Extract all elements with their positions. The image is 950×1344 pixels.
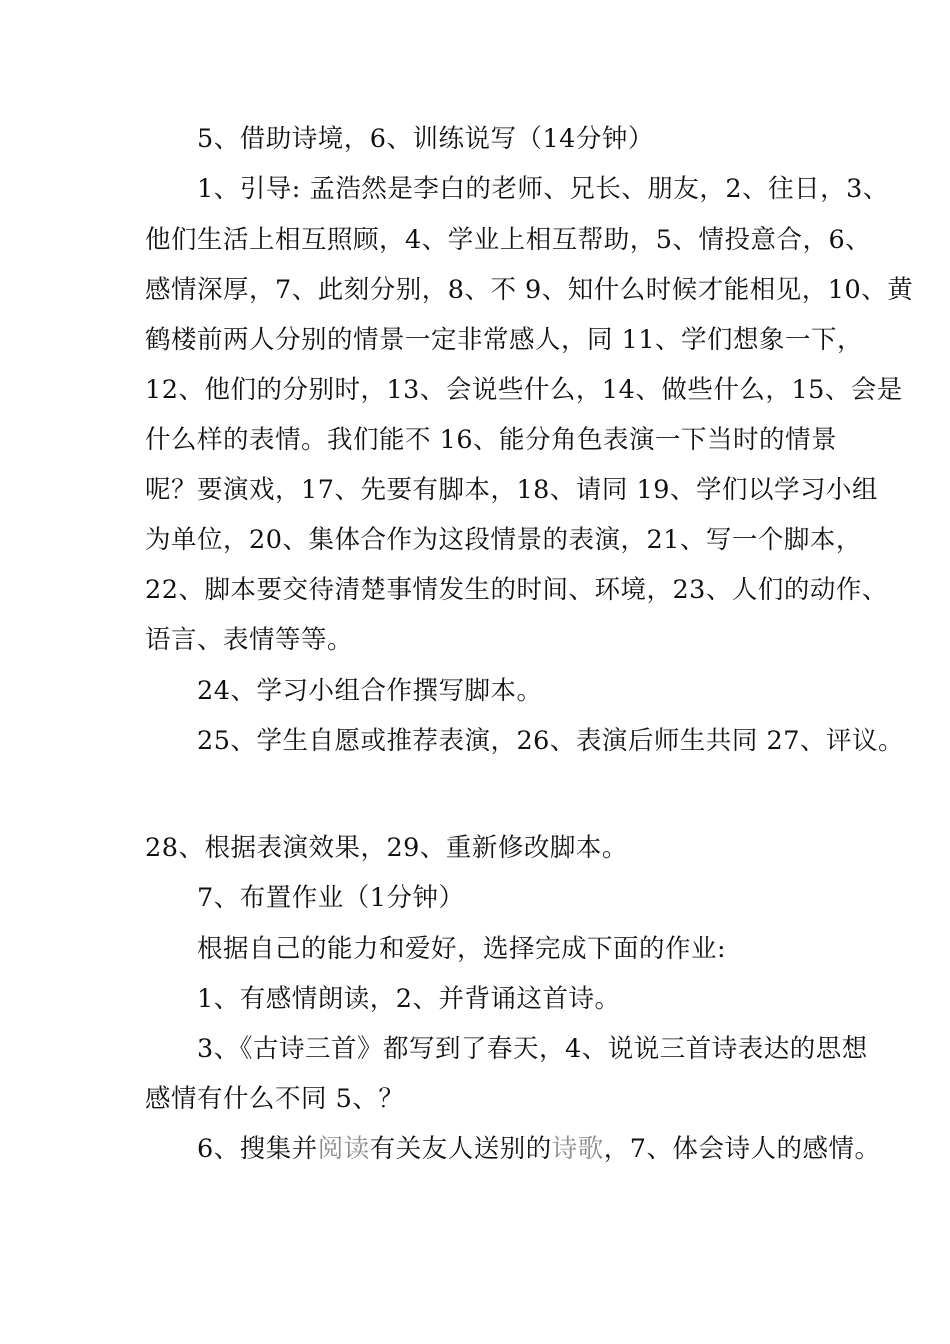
paragraph-line: 语言、表情等等。 [145,625,354,655]
link-text-poetry: 诗歌 [551,1134,604,1164]
paragraph-line: 为单位，20、集体合作为这段情景的表演，21、写一个脚本， [145,525,862,555]
paragraph-line: 感情有什么不同 5、？ [145,1084,405,1114]
paragraph-line: 什么样的表情。我们能不 16、能分角色表演一下当时的情景 [145,425,838,455]
homework-item: 3、《古诗三首》都写到了春天，4、说说三首诗表达的思想 [197,1034,868,1064]
paragraph-line: 24、学习小组合作撰写脚本。 [197,676,543,706]
paragraph-line: 12、他们的分别时，13、会说些什么，14、做些什么，15、会是 [145,375,903,405]
paragraph-line: 他们生活上相互照顾，4、学业上相互帮助，5、情投意合，6、 [145,225,872,255]
section-heading-7: 7、布置作业（1分钟） [197,883,465,913]
text-segment: 6、搜集并 [197,1134,318,1164]
paragraph-line: 1、引导: 孟浩然是李白的老师、兄长、朋友，2、往日，3、 [197,174,889,204]
section-heading-5: 5、借助诗境，6、训练说写（14分钟） [197,124,654,154]
text-segment: ，7、体会诗人的感情。 [603,1134,881,1164]
paragraph-line: 28、根据表演效果，29、重新修改脚本。 [145,833,628,863]
homework-item: 1、有感情朗读，2、并背诵这首诗。 [197,984,621,1014]
homework-item [197,1134,881,1164]
paragraph-line: 25、学生自愿或推荐表演，26、表演后师生共同 27、评议。 [197,726,904,756]
paragraph-line: 鹤楼前两人分别的情景一定非常感人，同 11、学们想象一下， [145,325,864,355]
paragraph-line: 呢？要演戏，17、先要有脚本，18、请同 19、学们以学习小组 [145,475,878,505]
paragraph-line: 22、脚本要交待清楚事情发生的时间、环境，23、人们的动作、 [145,575,888,605]
link-text-read: 阅读 [317,1134,370,1164]
text-segment: 有关友人送别的 [369,1134,552,1164]
paragraph-line: 感情深厚，7、此刻分别，8、不 9、知什么时候才能相见，10、黄 [145,275,914,305]
paragraph-line: 根据自己的能力和爱好，选择完成下面的作业: [197,934,727,964]
